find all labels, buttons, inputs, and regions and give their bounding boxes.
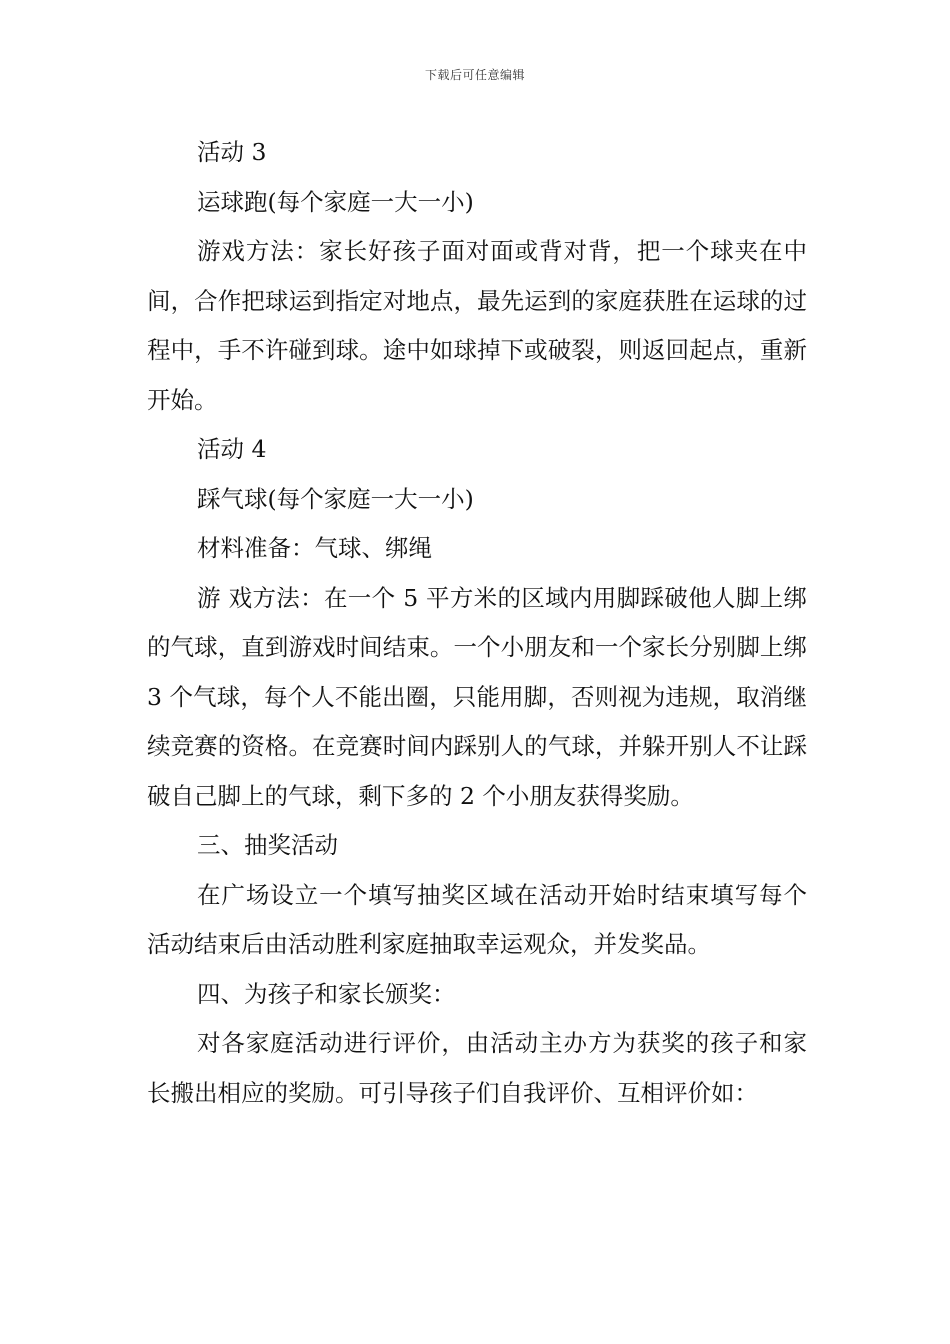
activity-3-title: 运球跑(每个家庭一大一小) — [197, 187, 474, 216]
activity-3-heading: 活动 3 — [197, 138, 267, 166]
section-lottery-text: 在广场设立一个填写抽奖区域在活动开始时结束填写每个活动结束后由活动胜利家庭抽取幸运观众，并发奖品。 — [147, 880, 807, 958]
section-lottery-heading: 三、抽奖活动 — [197, 831, 338, 859]
activity-4-materials: 材料准备：气球、绑绳 — [197, 534, 432, 562]
document-body — [147, 128, 807, 1118]
activity-4-title: 踩气球(每个家庭一大一小) — [197, 484, 474, 513]
page-header: 下载后可任意编辑 — [424, 68, 525, 82]
activity-3-method: 游戏方法：家长好孩子面对面或背对背，把一个球夹在中间，合作把球运到指定对地点，最先运到的家庭获胜在运球的过程中，手不许碰到球。途中如球掉下或破裂，则返回起点，重新开始。 — [147, 237, 807, 414]
section-awards-heading: 四、为孩子和家长颁奖： — [197, 979, 456, 1008]
activity-4-heading: 活动 4 — [197, 435, 267, 463]
section-awards-text: 对各家庭活动进行评价，由活动主办方为获奖的孩子和家长搬出相应的奖励。可引导孩子们自我评价、互相评价如： — [147, 1029, 807, 1107]
activity-4-method: 游 戏方法：在一个 5 平方米的区域内用脚踩破他人脚上绑的气球，直到游戏时间结束。一个小朋友和一个家长分别脚上绑 3 个气球，每个人不能出圈，只能用脚，否则视为违规，取消继续竞赛的资格。在竞赛时间内踩别人的气球，并躲开别人不让踩破自己脚上的气球，剩下多的 2 个小朋友获得奖励。 — [147, 583, 807, 810]
